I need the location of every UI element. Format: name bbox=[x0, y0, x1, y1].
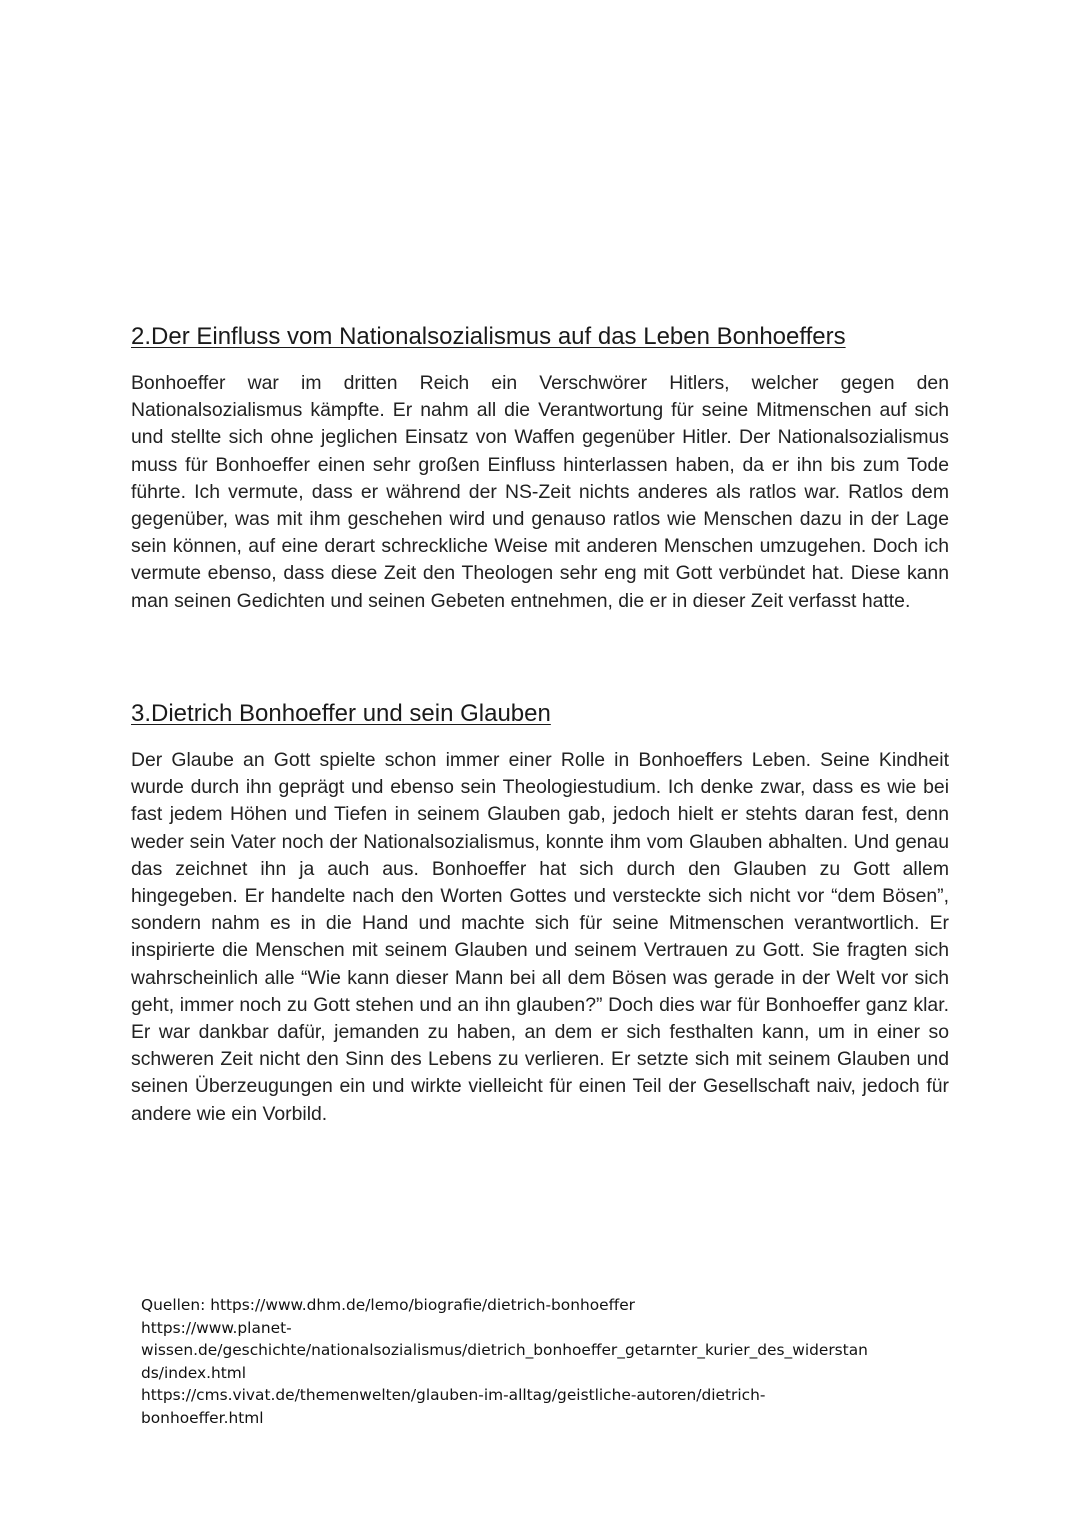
source-line: https://cms.vivat.de/themenwelten/glauben-im-alltag/geistliche-autoren/dietrich- bbox=[141, 1386, 766, 1404]
source-line: wissen.de/geschichte/nationalsozialismus/dietrich_bonhoeffer_getarnter_kurier_des_widerstan bbox=[141, 1341, 868, 1359]
sources-list bbox=[141, 1294, 941, 1429]
source-line: bonhoeffer.html bbox=[141, 1408, 264, 1427]
source-line: ds/index.html bbox=[141, 1363, 247, 1382]
section-heading: 3.Dietrich Bonhoeffer und sein Glauben bbox=[131, 700, 551, 727]
source-line: Quellen: https://www.dhm.de/lemo/biografie/dietrich-bonhoeffer bbox=[141, 1296, 636, 1314]
section-paragraph: Der Glaube an Gott spielte schon immer einer Rolle in Bonhoeffers Leben. Seine Kindheit wurde durch ihn geprägt und ebenso sein Theologiestudium. Ich denke zwar, dass es wie bei fast jedem Höhen und Tiefen in seinem Glauben gab, jedoch hielt er stehts daran fest, denn weder sein Vater noch der Nationalsozialismus, konnte ihm vom Glauben abhalten. Und genau das zeichnet ihn ja auch aus. Bonhoeffer hat sich durch den Glauben zu Gott allem hingegeben. Er handelte nach den Worten Gottes und versteckte sich nicht vor “dem Bösen”, sondern nahm es in die Hand und machte sich für seine Mitmenschen verantwortlich. Er inspirierte die Menschen mit seinem Glauben und seinem Vertrauen zu Gott. Sie fragten sich wahrscheinlich alle “Wie kann dieser Mann bei all dem Bösen was gerade in der Welt vor sich geht, immer noch zu Gott stehen und an ihn glauben?” Doch dies war für Bonhoeffer ganz klar. Er war dankbar dafür, jemanden zu haben, an dem er sich festhalten kann, um in einer so schweren Zeit nicht den Sinn des Lebens zu verlieren. Er setzte sich mit seinem Glauben und seinen Überzeugungen ein und wirkte vielleicht für einen Teil der Gesellschaft naiv, jedoch für andere wie ein Vorbild. bbox=[131, 749, 949, 1125]
source-line: https://www.planet- bbox=[141, 1318, 292, 1337]
section-paragraph: Bonhoeffer war im dritten Reich ein Verschwörer Hitlers, welcher gegen den Nationalsozialismus kämpfte. Er nahm all die Verantwortung für seine Mitmenschen auf sich und stellte sich ohne jeglichen Einsatz von Waffen gegenüber Hitler. Der Nationalsozialismus muss für Bonhoeffer einen sehr großen Einfluss hinterlassen haben, da er ihn bis zum Tode führte. Ich vermute, dass er während der NS-Zeit nichts anderes als ratlos war. Ratlos dem gegenüber, was mit ihm geschehen wird und genauso ratlos wie Menschen dazu in der Lage sein können, auf eine derart schreckliche Weise mit anderen Menschen umzugehen. Doch ich vermute ebenso, dass diese Zeit den Theologen sehr eng mit Gott verbündet hat. Diese kann man seinen Gedichten und seinen Gebeten entnehmen, die er in dieser Zeit verfasst hatte. bbox=[131, 372, 949, 612]
section-glauben bbox=[131, 699, 949, 1128]
section-nationalsozialismus bbox=[131, 322, 949, 615]
section-heading: 2.Der Einfluss vom Nationalsozialismus auf das Leben Bonhoeffers bbox=[131, 323, 846, 350]
